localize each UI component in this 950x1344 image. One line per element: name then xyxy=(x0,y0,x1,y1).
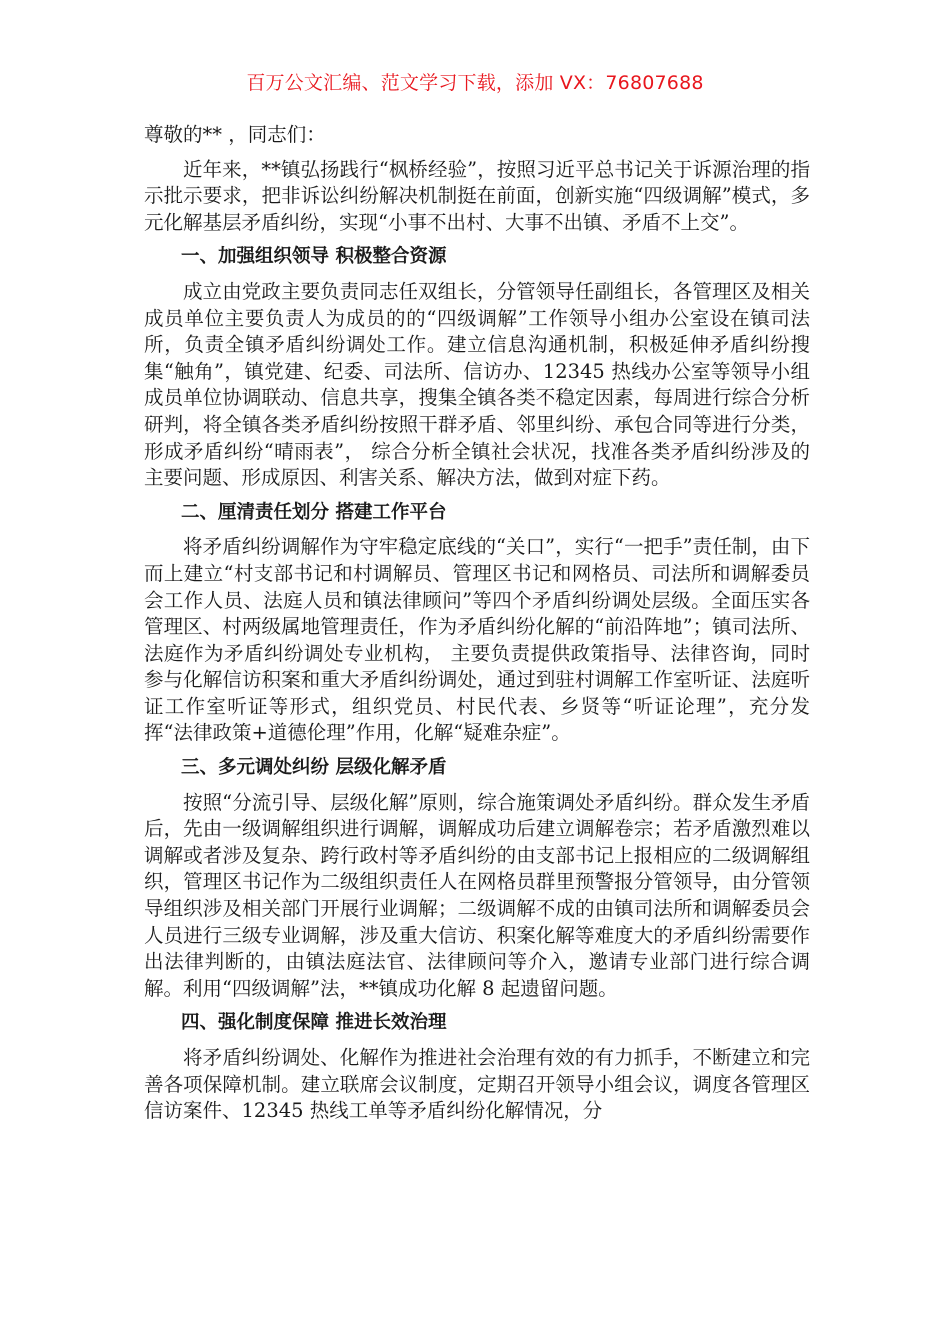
intro-paragraph: 近年来，**镇弘扬践行“枫桥经验”，按照习近平总书记关于诉源治理的指示批示要求，把非诉讼纠纷解决机制挺在前面，创新实施“四级调解”模式，多元化解基层矛盾纠纷，实现“小事不出村、大事不出镇、矛盾不上交”。 xyxy=(144,157,810,234)
section-heading-3: 三、多元调处纠纷 层级化解矛盾 xyxy=(181,757,447,779)
section-body-3: 按照“分流引导、层级化解”原则，综合施策调处矛盾纠纷。群众发生矛盾后，先由一级调解组织进行调解，调解成功后建立调解卷宗；若矛盾激烈难以调解或者涉及复杂、跨行政村等矛盾纠纷的由支部书记上报相应的二级调解组织，管理区书记作为二级组织责任人在网格员群里预警报分管领导，由分管领导组织涉及相关部门开展行业调解；二级调解不成的由镇司法所和调解委员会人员进行三级专业调解，涉及重大信访、积案化解等难度大的矛盾纠纷需要作出法律判断的，由镇法庭法官、法律顾问等介入，邀请专业部门进行综合调解。利用“四级调解”法，**镇成功化解 8 起遗留问题。 xyxy=(144,790,810,1000)
section-heading-1: 一、加强组织领导 积极整合资源 xyxy=(181,246,447,268)
section-body-4: 将矛盾纠纷调处、化解作为推进社会治理有效的有力抓手，不断建立和完善各项保障机制。建立联席会议制度，定期召开领导小组会议，调度各管理区信访案件、12345 热线工单等矛盾纠纷化解情况，分 xyxy=(144,1046,810,1123)
section-body-2: 将矛盾纠纷调解作为守牢稳定底线的“关口”，实行“一把手”责任制，由下而上建立“村支部书记和村调解员、管理区书记和网格员、司法所和调解委员会工作人员、法庭人员和镇法律顾问”等四个矛盾纠纷调处层级。全面压实各管理区、村两级属地管理责任，作为矛盾纠纷化解的“前沿阵地”；镇司法所、法庭作为矛盾纠纷调处专业机构， 主要负责提供政策指导、法律咨询，同时参与化解信访积案和重大矛盾纠纷调处，通过到驻村调解工作室听证、法庭听证工作室听证等形式，组织党员、村民代表、乡贤等“听证论理”，充分发挥“法律政策+道德伦理”作用，化解“疑难杂症”。 xyxy=(144,535,810,745)
section-heading-2: 二、厘清责任划分 搭建工作平台 xyxy=(181,501,447,523)
header-banner: 百万公文汇编、范文学习下载，添加 VX：76807688 xyxy=(246,72,704,94)
salutation: 尊敬的** ，同志们： xyxy=(144,123,326,146)
section-body-1: 成立由党政主要负责同志任双组长，分管领导任副组长，各管理区及相关成员单位主要负责人为成员的的“四级调解”工作领导小组办公室设在镇司法所，负责全镇矛盾纠纷调处工作。建立信息沟通机制，积极延伸矛盾纠纷搜集“触角”，镇党建、纪委、司法所、信访办、12345 热线办公室等领导小组成员单位协调联动、信息共享，搜集全镇各类不稳定因素，每周进行综合分析研判，将全镇各类矛盾纠纷按照干群矛盾、邻里纠纷、承包合同等进行分类，形成矛盾纠纷“晴雨表”， 综合分析全镇社会状况，找准各类矛盾纠纷涉及的主要问题、形成原因、利害关系、解决方法，做到对症下药。 xyxy=(144,279,810,490)
document-body xyxy=(144,122,810,1133)
section-heading-4: 四、强化制度保障 推进长效治理 xyxy=(181,1012,447,1034)
